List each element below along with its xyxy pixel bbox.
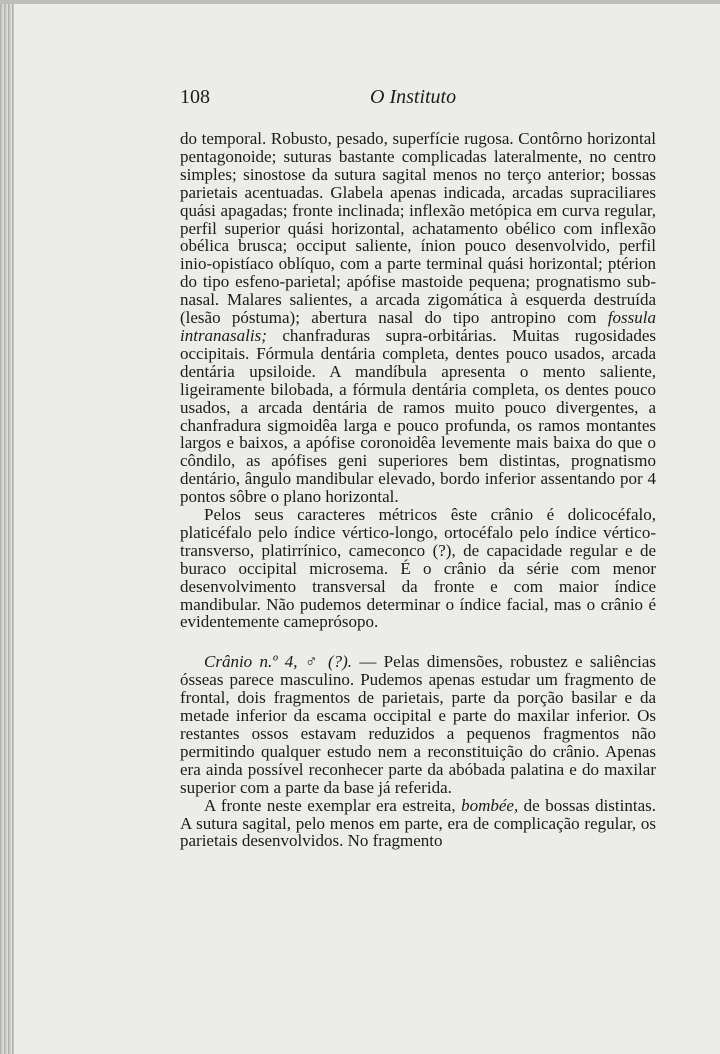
paragraph-3-text: — Pelas dimensões, robustez e saliências ósseas parece masculino. Pudemos apenas estudar um fragmento de frontal, dois fragmentos de parietais, parte da porção basilar e da metade inferior da escama occipital e parte do maxilar inferior. Os restantes ossos estavam reduzidos a pequenos fragmentos não permitindo qualquer estudo nem a reconstituição do crânio. Apenas era ainda possível reconhecer parte da abóbada palatina e do maxilar superior com a parte da base já referida. — [180, 652, 656, 797]
paragraph-4-text-2: de bossas distintas. A sutura sagital, pelo menos em parte, era de complicação regular, os parietais desenvolvidos. No fragmento — [180, 795, 657, 851]
paragraph-2 — [180, 506, 656, 631]
page-edge-shadow — [0, 0, 14, 1054]
running-title: O Instituto — [370, 86, 457, 108]
paragraph-4-italic-term: bombée, — [461, 795, 519, 815]
page-top-edge — [0, 0, 720, 4]
paragraph-2-text: Pelos seus caracteres métricos êste crânio é dolicocéfalo, platicéfalo pelo índice vértico-longo, ortocéfalo pelo índice vértico-transverso, platirrínico, cameconco (?), de capacidade regular e de buraco occipital microsema. É o crânio da série com menor desenvolvimento transversal da fronte e com maior índice mandibular. Não pudemos determinar o índice facial, mas o crânio é evidentemente cameprósopo. — [180, 505, 656, 632]
paragraph-1-text-1: do temporal. Robusto, pesado, superfície rugosa. Contôrno horizontal pentagonoide; suturas bastante complicadas lateralmente, no centro simples; sinostose da sutura sagital menos no terço anterior; bossas parietais acentuadas. Glabela apenas indicada, arcadas supraciliares quási apagadas; fronte inclinada; inflexão metópica em curva regular, perfil superior quási horizontal, achatamento obélico com inflexão obélica brusca; occiput saliente, ínion pouco desenvolvido, perfil inio-opistíaco oblíquo, com a parte terminal quási horizontal; ptérion do tipo esfeno-parietal; apófise mastoide pequena; prognatismo sub-nasal. Malares salientes, a arcada zigomática à esquerda destruída (lesão póstuma); abertura nasal do tipo antropino com — [180, 129, 656, 328]
paragraph-4-text-1: A fronte neste exemplar era estreita, — [204, 795, 462, 815]
paragraph-3 — [180, 653, 656, 796]
paragraph-1 — [180, 130, 656, 506]
paragraph-1-italic-term: fossula intranasalis; — [180, 308, 656, 345]
page-header — [180, 86, 658, 116]
page-number: 108 — [180, 86, 210, 108]
paragraph-1-text-2: chanfraduras supra-orbitárias. Muitas rugosidades occipitais. Fórmula dentária completa, dentes pouco usados, arcada dentária upsiloide. A mandíbula apresenta o mento saliente, ligeiramente bilobada, a fórmula dentária completa, os dentes pouco usados, a arcada dentária de ramos muito pouco divergentes, a chanfradura sigmoidêa larga e pouco profunda, os ramos montantes largos e baixos, a apófise coronoidêa levemente mais baixa do que o côndilo, as apófises geni superiores bem distintas, prognatismo dentário, ângulo mandibular elevado, bordo inferior assentando por 4 pontos sôbre o plano horizontal. — [180, 325, 656, 507]
skull-4-heading: Crânio n.º 4, ♂ (?). — [204, 652, 353, 672]
paragraph-4 — [180, 797, 656, 851]
body-text — [180, 130, 656, 850]
